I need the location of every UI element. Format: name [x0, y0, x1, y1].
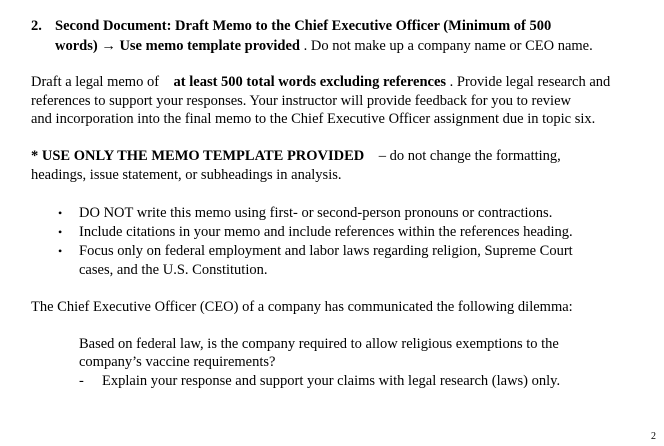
paragraph2-line1: [31, 147, 561, 165]
dilemma-line2: company’s vaccine requirements?: [79, 354, 276, 370]
bullet-marker: •: [58, 225, 63, 239]
paragraph3: The Chief Executive Officer (CEO) of a company has communicated the following dilemma:: [31, 299, 573, 315]
page-number: 2: [651, 431, 656, 442]
paragraph1-outro: . Provide legal research and: [449, 74, 611, 90]
section-number: 2.: [31, 18, 42, 34]
section-title-template-instruction: words) → Use memo template provided: [55, 38, 300, 54]
paragraph1-line2: references to support your responses. Your instructor will provide feedback for you to review: [31, 93, 571, 109]
bullet-marker: •: [58, 244, 63, 258]
paragraph1-line1: [31, 73, 610, 91]
dilemma-line1: Based on federal law, is the company required to allow religious exemptions to the: [79, 336, 559, 352]
bullet-item: Include citations in your memo and include references within the references heading.: [79, 224, 573, 240]
template-warning: * USE ONLY THE MEMO TEMPLATE PROVIDED: [31, 148, 365, 164]
paragraph1-intro: Draft a legal memo of: [31, 74, 160, 90]
section-title-line2: [55, 37, 593, 55]
word-count-requirement: at least 500 total words excluding references: [173, 74, 447, 90]
bullet-marker: •: [58, 206, 63, 220]
paragraph2-line2: headings, issue statement, or subheadings in analysis.: [31, 167, 342, 183]
dilemma-dash: -: [79, 373, 84, 389]
dilemma-instruction: Explain your response and support your claims with legal research (laws) only.: [102, 373, 561, 389]
template-warning-note: – do not change the formatting,: [378, 148, 561, 164]
paragraph1-line3: and incorporation into the final memo to the Chief Executive Officer assignment due in topic six.: [31, 111, 596, 127]
bullet-item: DO NOT write this memo using first- or second-person pronouns or contractions.: [79, 205, 553, 221]
section-title-note: . Do not make up a company name or CEO name.: [303, 38, 593, 54]
section-title-line1: Second Document: Draft Memo to the Chief Executive Officer (Minimum of 500: [55, 18, 552, 34]
bullet-item: Focus only on federal employment and labor laws regarding religion, Supreme Court: [79, 243, 573, 259]
bullet-item-continuation: cases, and the U.S. Constitution.: [79, 262, 268, 278]
